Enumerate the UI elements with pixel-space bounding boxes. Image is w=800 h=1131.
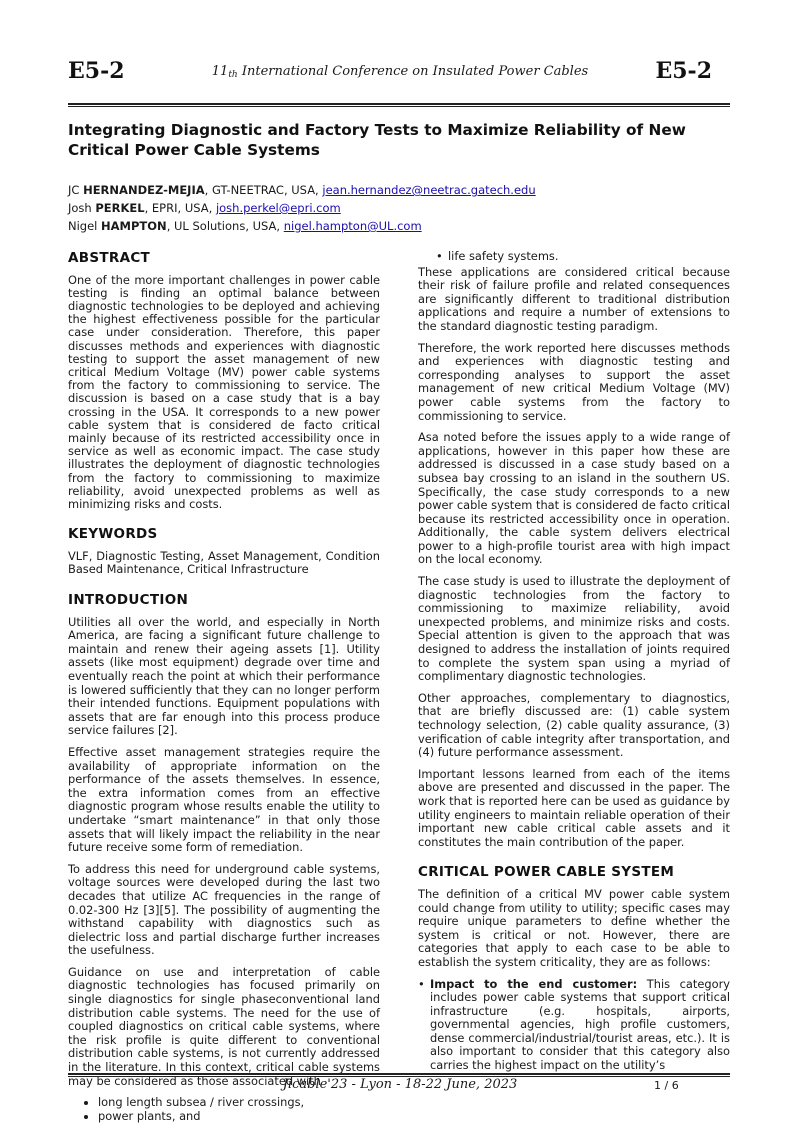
intro-paragraph-2: Effective asset management strategies require the availability of appropriate information on the performance of the assets themselves. In essence, the extra information comes from an effective diagnostic program whose results enable the utility to undertake “smart maintenance” in that only those assets that will likely impact the reliability in the near future receive some form of remediation.: [68, 744, 380, 855]
conference-ordinal: th: [228, 70, 238, 80]
right-column: [418, 250, 730, 1081]
category-label: Impact to the end customer:: [430, 976, 638, 991]
intro-paragraph-3: To address this need for underground cable systems, voltage sources were developed during the last two decades that utilize AC frequencies in the range of 0.02-300 Hz [3][5]. The possibility of augmenting the withstand capability with diagnostics such as dielectric loss and partial discharge further increases the usefulness.: [68, 861, 380, 958]
author-first-name: Josh: [68, 201, 96, 215]
keywords-text: VLF, Diagnostic Testing, Asset Management, Condition Based Maintenance, Critical Infrastructure: [68, 548, 380, 577]
author-email-link[interactable]: josh.perkel@epri.com: [215, 201, 341, 215]
critical-systems-list-cont: [418, 250, 730, 264]
category-text: This category includes power cable systems that support critical infrastructure (e.g. hospitals, airports, governmental agencies, high profile customers, dense commercial/industrial/tourist areas, etc.). It is also important to consider that this category also carries the highest impact on the utility’s: [430, 976, 730, 1073]
body-paragraph: Asa noted before the issues apply to a wide range of applications, however in this paper how these are addressed is discussed in a case study based on a subsea bay crossing to an island in the southern US. Specifically, the case study corresponds to a new power cable system that is considered de facto critical because its restricted accessibility once in operation. Additionally, the cable system delivers electrical power to a high-profile tourist area with high impact on the local economy.: [418, 430, 730, 567]
body-paragraph: The definition of a critical MV power cable system could change from utility to utility; specific cases may require unique parameters to define whether the system is critical or not. However, there are categories that apply to each case to be able to establish the system criticality, they are as follows:: [418, 886, 730, 969]
conference-name: International Conference on Insulated Power Cables: [237, 64, 589, 79]
abstract-text: One of the more important challenges in power cable testing is finding an optimal balance between diagnostic technologies to be deployed and achieving the highest effectiveness possible for the particular case under consideration. Therefore, this paper discusses methods and experiences with diagnostic testing to support the asset management of new critical Medium Voltage (MV) power cable systems from the factory to commissioning to service. The discussion is based on a case study that is a bay crossing in the USA. It corresponds to a new power cable system that is considered de facto critical mainly because of its restricted accessibility once in service as well as economic impact. The case study illustrates the deployment of diagnostic technologies from the factory to commissioning to maximize reliability, avoid unexpected problems as well as minimizing risks and costs.: [68, 272, 380, 512]
section-heading: CRITICAL POWER CABLE SYSTEM: [418, 864, 675, 881]
body-paragraph: Important lessons learned from each of the items above are presented and discussed in the paper. The work that is reported here can be used as guidance by utility engineers to maintain reliable operation of their important new cable critical cable assets and it constitutes the main contribution of the paper.: [418, 766, 730, 849]
author-email-link[interactable]: jean.hernandez@neetrac.gatech.edu: [322, 183, 536, 197]
author-first-name: JC: [68, 183, 84, 197]
body-paragraph: These applications are considered critical because their risk of failure profile and related consequences are significantly different to traditional distribution applications and require a number of extensions to the standard diagnostic testing paradigm.: [418, 264, 730, 333]
author-line: [68, 219, 422, 233]
author-last-name: PERKEL: [95, 201, 145, 215]
author-affiliation: , EPRI, USA,: [144, 201, 216, 215]
conference-number: 11: [211, 64, 229, 79]
author-affiliation: , UL Solutions, USA,: [166, 219, 284, 233]
author-email-link[interactable]: nigel.hampton@UL.com: [283, 219, 422, 233]
list-item: • power plants, and: [98, 1110, 380, 1124]
intro-paragraph-4: Guidance on use and interpretation of cable diagnostic technologies has focused primarily on single diagnostics for single phaseconventional land distribution cable systems. The need for the use of coupled diagnostics on critical cable systems, where the risk profile is quite different to conventional distribution cable systems, is not currently addressed in the literature. In this context, critical cable systems may be considered as those associated with: [68, 964, 380, 1088]
list-item: • life safety systems.: [448, 250, 730, 264]
author-line: [68, 201, 341, 215]
body-paragraph: Other approaches, complementary to diagnostics, that are briefly discussed are: (1) cable system technology selection, (2) cable quality assurance, (3) verification of cable integrity after transportation, and (4) future performance assessment.: [418, 690, 730, 760]
critical-systems-list: [68, 1096, 380, 1123]
introduction-heading: INTRODUCTION: [68, 592, 189, 609]
paper-title: Integrating Diagnostic and Factory Tests to Maximize Reliability of New Critical Power Cable Systems: [68, 121, 686, 159]
list-item: • long length subsea / river crossings,: [98, 1096, 380, 1110]
header-rule: [68, 103, 730, 107]
author-first-name: Nigel: [68, 219, 102, 233]
intro-paragraph-1: Utilities all over the world, and especially in North America, are facing a significant future challenge to maintain and renew their ageing assets [1]. Utility assets (like most equipment) degrade over time and eventually reach the point at which their performance is lowered sufficiently that they can no longer perform their intended functions. Equipment populations with assets that are far enough into this process produce service failures [2].: [68, 614, 380, 738]
body-paragraph: Therefore, the work reported here discusses methods and experiences with diagnostic testing and corresponding analyses to support the asset management of new critical Medium Voltage (MV) power cable systems from the factory to commissioning to service.: [418, 340, 730, 423]
header-code-left: E5-2: [68, 58, 125, 84]
keywords-heading: KEYWORDS: [68, 526, 158, 543]
author-line: [68, 183, 536, 197]
footer-conference: Jicable'23 - Lyon - 18-22 June, 2023: [282, 1077, 518, 1092]
abstract-heading: ABSTRACT: [68, 250, 151, 266]
author-affiliation: , GT-NEETRAC, USA,: [204, 183, 323, 197]
page-number: 1 / 6: [654, 1079, 679, 1092]
left-column: [68, 252, 380, 1131]
list-item: [430, 978, 730, 1073]
body-paragraph: The case study is used to illustrate the deployment of diagnostic technologies from the factory to commissioning to maximize reliability, avoid unexpected problems, and minimize risks and costs. Special attention is given to the approach that was designed to address the installation of joints required to complete the system span using a myriad of complimentary diagnostic technologies.: [418, 574, 730, 684]
header-code-right: E5-2: [655, 58, 712, 84]
author-last-name: HERNANDEZ-MEJIA: [83, 183, 205, 197]
criticality-categories-list: [418, 978, 730, 1073]
author-last-name: HAMPTON: [101, 219, 167, 233]
